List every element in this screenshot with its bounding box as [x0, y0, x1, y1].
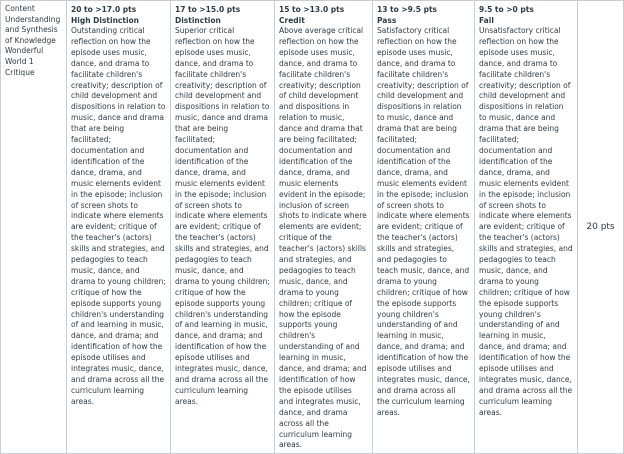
- rating-cell-fail[interactable]: [475, 1, 578, 454]
- rating-description: Unsatisfactory critical reflection on how the episode uses music, dance, and drama to facilitate children's creativity; description of child development and dispositions in relation to music, dance and drama that are being facilitated; documentation and identification of the dance, drama, and music elements evident in the episode; inclusion of screen shots to indicate where elements are evident; critique of the teacher's (actors) skills and strategies, and pedagogies to teach music, dance, and drama to young children; critique of how the episode supports young children's understanding of and learning in music, dance, and drama; and identification of how the episode utilises and integrates music, dance, and drama across all the curriculum learning areas.: [479, 26, 573, 417]
- rating-title: Distinction: [175, 16, 221, 25]
- rating-description: Superior critical reflection on how the episode uses music, dance, and drama to facilitate children's creativity; description of child development and dispositions in relation to music, dance and drama that are being facilitated; documentation and identification of the dance, drama, and music elements evident in the episode; inclusion of screen shots to indicate where elements are evident; critique of the teacher's (actors) skills and strategies, and pedagogies to teach music, dance, and drama to young children; critique of how the episode supports young children's understanding of and learning in music, dance, and drama; and identification of how the episode utilises and integrates music, dance, and drama across all the curriculum learning areas.: [175, 26, 270, 406]
- rating-title: Pass: [377, 16, 397, 25]
- points-value: 20 pts: [586, 221, 615, 232]
- rating-description: Outstanding critical reflection on how the episode uses music, dance, and drama to facilitate children's creativity; description of child development and dispositions in relation to music, dance and drama that are being facilitated; documentation and identification of the dance, drama, and music elements evident in the episode; inclusion of screen shots to indicate where elements are evident; critique of the teacher's (actors) skills and strategies, and pedagogies to teach music, dance, and drama to young children; critique of how the episode supports young children's understanding of and learning in music, dance, and drama; and identification of how the episode utilises and integrates music, dance, and drama across all the curriculum learning areas.: [71, 26, 166, 406]
- rubric-criterion-row: [1, 1, 624, 454]
- rating-title: Credit: [279, 16, 305, 25]
- rating-range: 15 to >13.0 pts: [279, 5, 345, 14]
- rating-range: 13 to >9.5 pts: [377, 5, 437, 14]
- rating-title: High Distinction: [71, 16, 140, 25]
- rating-range: 17 to >15.0 pts: [175, 5, 241, 14]
- rating-cell-credit[interactable]: [275, 1, 373, 454]
- rating-description: Satisfactory critical reflection on how the episode uses music, dance, and drama to facilitate children's creativity; description of child development and dispositions in relation to music, dance and drama that are being facilitated; documentation and identification of the dance, drama, and music elements evident in the episode; inclusion of screen shots to indicate where elements are evident; critique of the teacher's (actors) skills and strategies, and pedagogies to teach music, dance, and drama to young children; critique of how the episode supports young children's understanding of and learning in music, dance, and drama; and identification of how the episode utilises and integrates music, dance, and drama across all the curriculum learning areas.: [377, 26, 470, 417]
- rating-description: Above average critical reflection on how the episode uses music, dance, and drama to facilitate children's creativity; description of child development and dispositions in relation to music, dance and drama that are being facilitated; documentation and identification of the dance, drama, and music elements evident in the episode; inclusion of screen shots to indicate where elements are evident; critique of the teacher's (actors) skills and strategies, and pedagogies to teach music, dance, and drama to young children; critique of how the episode supports young children's understanding of and learning in music, dance, and drama; and identification of how the episode utilises and integrates music, dance, and drama across all the curriculum learning areas.: [279, 26, 367, 450]
- rating-cell-distinction[interactable]: [171, 1, 275, 454]
- points-cell: [578, 1, 624, 454]
- criterion-description: Content Understanding and Synthesis of Knowledge Wonderful World 1 Critique: [5, 4, 61, 77]
- rating-range: 9.5 to >0 pts: [479, 5, 534, 14]
- rating-title: Fail: [479, 16, 494, 25]
- rating-cell-high-distinction[interactable]: [67, 1, 171, 454]
- rating-cell-pass[interactable]: [373, 1, 475, 454]
- criterion-cell: [1, 1, 67, 454]
- rating-range: 20 to >17.0 pts: [71, 5, 137, 14]
